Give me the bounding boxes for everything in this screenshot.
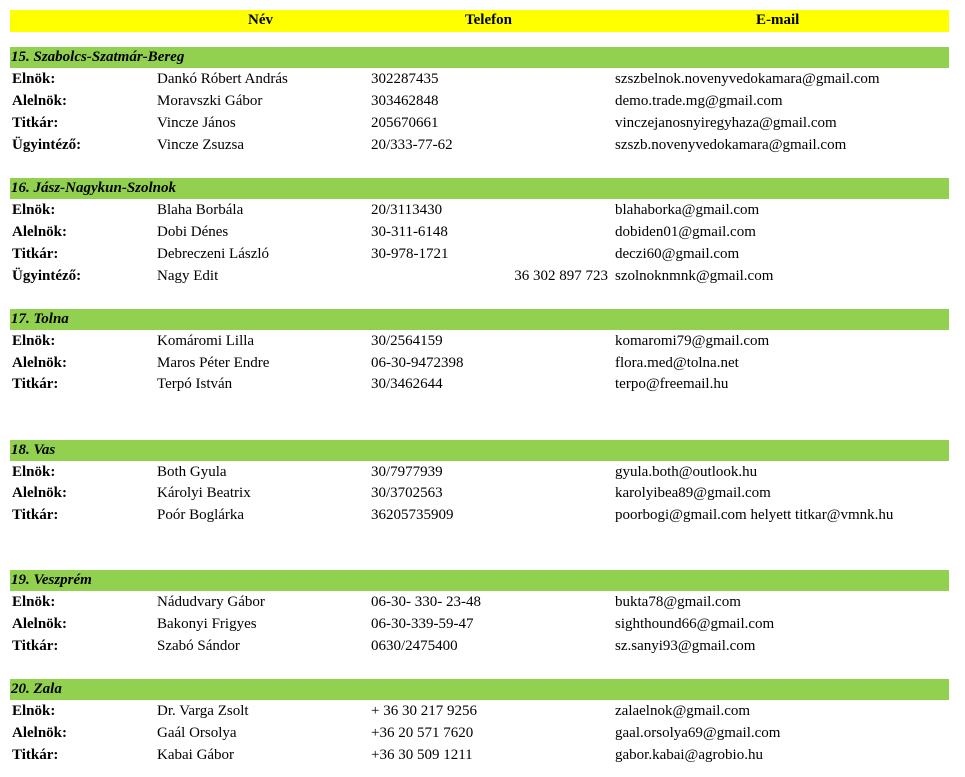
role-label: Titkár:	[12, 747, 59, 763]
section-title: 19. Veszprém	[11, 572, 92, 588]
role-label: Alelnök:	[12, 485, 68, 501]
section-16-title-bar	[10, 178, 949, 199]
table-row	[0, 137, 965, 159]
email-address[interactable]: poorbogi@gmail.com helyett titkar@vmnk.hu	[615, 507, 894, 523]
role-label: Elnök:	[12, 71, 56, 87]
role-label: Elnök:	[12, 202, 56, 218]
phone-number: 30/3462644	[371, 376, 443, 392]
person-name: Terpó István	[157, 376, 233, 392]
role-label: Titkár:	[12, 638, 59, 654]
role-label: Elnök:	[12, 333, 56, 349]
phone-number: 205670661	[371, 115, 439, 131]
table-row	[0, 464, 965, 486]
person-name: Poór Boglárka	[157, 507, 245, 523]
role-label: Alelnök:	[12, 725, 68, 741]
person-name: Debreczeni László	[157, 246, 270, 262]
email-address[interactable]: vinczejanosnyiregyhaza@gmail.com	[615, 115, 837, 131]
person-name: Károlyi Beatrix	[157, 485, 251, 501]
email-address[interactable]: zalaelnok@gmail.com	[615, 703, 751, 719]
role-label: Titkár:	[12, 115, 59, 131]
phone-number: 30/2564159	[371, 333, 443, 349]
table-row	[0, 638, 965, 660]
section-title: 16. Jász-Nagykun-Szolnok	[11, 180, 177, 196]
role-label: Titkár:	[12, 246, 59, 262]
table-row	[0, 268, 965, 290]
section-title: 18. Vas	[11, 442, 56, 458]
role-label: Alelnök:	[12, 616, 68, 632]
role-label: Titkár:	[12, 507, 59, 523]
email-address[interactable]: szolnoknmnk@gmail.com	[615, 268, 774, 284]
person-name: Dankó Róbert András	[157, 71, 288, 87]
phone-number: 06-30-339-59-47	[371, 616, 474, 632]
phone-number: + 36 30 217 9256	[371, 703, 477, 719]
person-name: Dobi Dénes	[157, 224, 229, 240]
email-address[interactable]: karolyibea89@gmail.com	[615, 485, 771, 501]
table-row	[0, 485, 965, 507]
phone-number: 36205735909	[371, 507, 454, 523]
role-label: Ügyintéző:	[12, 268, 82, 284]
header-name: Név	[248, 12, 273, 28]
phone-number: 302287435	[371, 71, 439, 87]
table-row	[0, 71, 965, 93]
email-address[interactable]: bukta78@gmail.com	[615, 594, 741, 610]
person-name: Dr. Varga Zsolt	[157, 703, 249, 719]
table-row	[0, 246, 965, 268]
role-label: Alelnök:	[12, 224, 68, 240]
person-name: Kabai Gábor	[157, 747, 235, 763]
email-address[interactable]: komaromi79@gmail.com	[615, 333, 770, 349]
header-email: E-mail	[756, 12, 800, 28]
person-name: Moravszki Gábor	[157, 93, 263, 109]
role-label: Alelnök:	[12, 355, 68, 371]
role-label: Alelnök:	[12, 93, 68, 109]
role-label: Elnök:	[12, 464, 56, 480]
section-19-title-bar	[10, 570, 949, 591]
phone-number: 30/7977939	[371, 464, 443, 480]
person-name: Maros Péter Endre	[157, 355, 270, 371]
role-label: Elnök:	[12, 703, 56, 719]
role-label: Ügyintéző:	[12, 137, 82, 153]
email-address[interactable]: szszb.novenyvedokamara@gmail.com	[615, 137, 847, 153]
table-row	[0, 747, 965, 769]
phone-number: 20/333-77-62	[371, 137, 453, 153]
phone-number: 0630/2475400	[371, 638, 458, 654]
person-name: Vincze Zsuzsa	[157, 137, 244, 153]
header-phone: Telefon	[465, 12, 512, 28]
role-label: Titkár:	[12, 376, 59, 392]
email-address[interactable]: deczi60@gmail.com	[615, 246, 740, 262]
phone-number: 30-978-1721	[371, 246, 449, 262]
table-header	[10, 10, 949, 32]
person-name: Gaál Orsolya	[157, 725, 237, 741]
email-address[interactable]: terpo@freemail.hu	[615, 376, 729, 392]
person-name: Nádudvary Gábor	[157, 594, 265, 610]
phone-number: 303462848	[371, 93, 439, 109]
email-address[interactable]: blahaborka@gmail.com	[615, 202, 760, 218]
table-row	[0, 616, 965, 638]
phone-number: 06-30-9472398	[371, 355, 464, 371]
email-address[interactable]: demo.trade.mg@gmail.com	[615, 93, 783, 109]
table-row	[0, 93, 965, 115]
table-row	[0, 224, 965, 246]
table-row	[0, 376, 965, 398]
table-row	[0, 333, 965, 355]
section-18-title-bar	[10, 440, 949, 461]
table-row	[0, 202, 965, 224]
person-name: Komáromi Lilla	[157, 333, 255, 349]
email-address[interactable]: sz.sanyi93@gmail.com	[615, 638, 756, 654]
table-row	[0, 594, 965, 616]
role-label: Elnök:	[12, 594, 56, 610]
table-row	[0, 725, 965, 747]
person-name: Both Gyula	[157, 464, 227, 480]
person-name: Bakonyi Frigyes	[157, 616, 257, 632]
section-title: 17. Tolna	[11, 311, 69, 327]
person-name: Szabó Sándor	[157, 638, 240, 654]
phone-number: 30-311-6148	[371, 224, 448, 240]
table-row	[0, 115, 965, 137]
phone-number: +36 20 571 7620	[371, 725, 474, 741]
email-address[interactable]: gaal.orsolya69@gmail.com	[615, 725, 781, 741]
section-title: 15. Szabolcs-Szatmár-Bereg	[11, 49, 185, 65]
section-20-title-bar	[10, 679, 949, 700]
phone-number: 20/3113430	[371, 202, 443, 218]
phone-number: 06-30- 330- 23-48	[371, 594, 481, 610]
email-address[interactable]: gabor.kabai@agrobio.hu	[615, 747, 763, 763]
person-name: Blaha Borbála	[157, 202, 244, 218]
section-title: 20. Zala	[11, 681, 62, 697]
email-address[interactable]: dobiden01@gmail.com	[615, 224, 756, 240]
phone-number: +36 30 509 1211	[371, 747, 473, 763]
table-row	[0, 507, 965, 529]
table-row	[0, 703, 965, 725]
person-name: Nagy Edit	[157, 268, 219, 284]
email-address[interactable]: sighthound66@gmail.com	[615, 616, 775, 632]
section-15-title-bar	[10, 47, 949, 68]
email-address[interactable]: gyula.both@outlook.hu	[615, 464, 758, 480]
phone-number: 30/3702563	[371, 485, 443, 501]
phone-number: 36 302 897 723	[514, 268, 608, 284]
section-17-title-bar	[10, 309, 949, 330]
person-name: Vincze János	[157, 115, 236, 131]
email-address[interactable]: szszbelnok.novenyvedokamara@gmail.com	[615, 71, 880, 87]
email-address[interactable]: flora.med@tolna.net	[615, 355, 739, 371]
table-row	[0, 355, 965, 377]
